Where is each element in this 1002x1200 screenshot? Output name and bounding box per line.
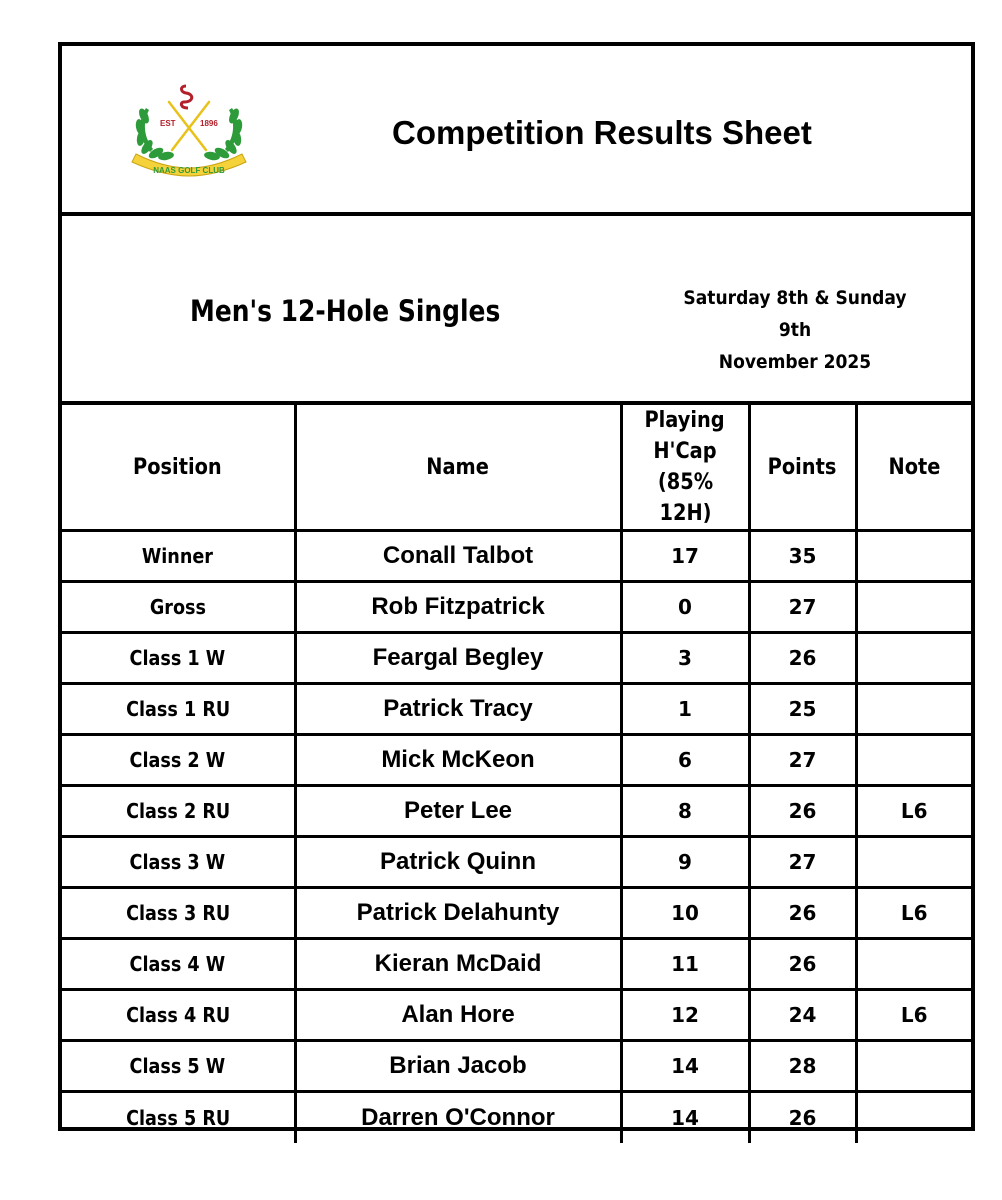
cell-note xyxy=(856,633,971,684)
cell-note xyxy=(856,582,971,633)
club-logo-icon xyxy=(124,80,254,180)
cell-points: 26 xyxy=(749,939,856,990)
cell-note xyxy=(856,684,971,735)
cell-points: 35 xyxy=(749,531,856,582)
sheet-header xyxy=(62,46,971,216)
cell-name: Patrick Delahunty xyxy=(295,888,621,939)
table-row xyxy=(62,888,971,939)
svg-text:EST: EST xyxy=(160,119,176,128)
cell-note: L6 xyxy=(856,786,971,837)
cell-position: Class 3 W xyxy=(62,837,295,888)
cell-name: Brian Jacob xyxy=(295,1041,621,1092)
table-row xyxy=(62,990,971,1041)
cell-name: Patrick Quinn xyxy=(295,837,621,888)
cell-position: Class 4 W xyxy=(62,939,295,990)
cell-points: 27 xyxy=(749,735,856,786)
cell-note xyxy=(856,939,971,990)
cell-points: 27 xyxy=(749,582,856,633)
table-row xyxy=(62,939,971,990)
column-header-points: Points xyxy=(749,405,856,531)
column-header-hcap: Playing H'Cap (85% 12H) xyxy=(621,405,749,531)
cell-points: 27 xyxy=(749,837,856,888)
cell-hcap: 17 xyxy=(621,531,749,582)
page-title: Competition Results Sheet xyxy=(392,114,812,151)
cell-name: Mick McKeon xyxy=(295,735,621,786)
cell-name: Peter Lee xyxy=(295,786,621,837)
cell-name: Feargal Begley xyxy=(295,633,621,684)
cell-hcap: 11 xyxy=(621,939,749,990)
cell-hcap: 8 xyxy=(621,786,749,837)
cell-name: Patrick Tracy xyxy=(295,684,621,735)
cell-hcap: 1 xyxy=(621,684,749,735)
competition-date xyxy=(652,282,938,378)
table-row xyxy=(62,837,971,888)
table-row xyxy=(62,786,971,837)
cell-position: Class 1 RU xyxy=(62,684,295,735)
cell-note: L6 xyxy=(856,990,971,1041)
column-header-position: Position xyxy=(62,405,295,531)
cell-name: Alan Hore xyxy=(295,990,621,1041)
cell-hcap: 9 xyxy=(621,837,749,888)
competition-info xyxy=(62,216,971,405)
cell-points: 26 xyxy=(749,633,856,684)
cell-hcap: 6 xyxy=(621,735,749,786)
cell-hcap: 14 xyxy=(621,1041,749,1092)
cell-points: 26 xyxy=(749,888,856,939)
cell-points: 26 xyxy=(749,786,856,837)
table-row xyxy=(62,1041,971,1092)
cell-hcap: 3 xyxy=(621,633,749,684)
cell-note xyxy=(856,1041,971,1092)
cell-points: 28 xyxy=(749,1041,856,1092)
cell-hcap: 12 xyxy=(621,990,749,1041)
cell-position: Class 3 RU xyxy=(62,888,295,939)
date-line-1: Saturday 8th & Sunday 9th xyxy=(683,287,907,341)
table-row xyxy=(62,582,971,633)
cell-name: Rob Fitzpatrick xyxy=(295,582,621,633)
cell-name: Kieran McDaid xyxy=(295,939,621,990)
table-row xyxy=(62,633,971,684)
cell-hcap: 10 xyxy=(621,888,749,939)
cell-name: Darren O'Connor xyxy=(295,1092,621,1143)
table-row xyxy=(62,1092,971,1143)
results-table xyxy=(62,405,971,1143)
cell-position: Winner xyxy=(62,531,295,582)
cell-points: 26 xyxy=(749,1092,856,1143)
table-row xyxy=(62,735,971,786)
cell-note xyxy=(856,837,971,888)
cell-note xyxy=(856,1092,971,1143)
competition-name: Men's 12-Hole Singles xyxy=(190,294,501,328)
cell-note xyxy=(856,735,971,786)
date-line-2: November 2025 xyxy=(718,351,872,373)
cell-position: Class 5 RU xyxy=(62,1092,295,1143)
results-sheet xyxy=(58,42,975,1131)
cell-note: L6 xyxy=(856,888,971,939)
cell-position: Class 4 RU xyxy=(62,990,295,1041)
table-row xyxy=(62,684,971,735)
cell-note xyxy=(856,531,971,582)
cell-name: Conall Talbot xyxy=(295,531,621,582)
cell-hcap: 14 xyxy=(621,1092,749,1143)
cell-points: 25 xyxy=(749,684,856,735)
table-row xyxy=(62,531,971,582)
cell-points: 24 xyxy=(749,990,856,1041)
cell-position: Class 5 W xyxy=(62,1041,295,1092)
column-header-name: Name xyxy=(295,405,621,531)
column-header-note: Note xyxy=(856,405,971,531)
cell-position: Gross xyxy=(62,582,295,633)
svg-text:1896: 1896 xyxy=(200,119,218,128)
cell-position: Class 2 W xyxy=(62,735,295,786)
cell-hcap: 0 xyxy=(621,582,749,633)
svg-text:NAAS GOLF CLUB: NAAS GOLF CLUB xyxy=(153,166,225,175)
cell-position: Class 1 W xyxy=(62,633,295,684)
table-header-row xyxy=(62,405,971,531)
cell-position: Class 2 RU xyxy=(62,786,295,837)
